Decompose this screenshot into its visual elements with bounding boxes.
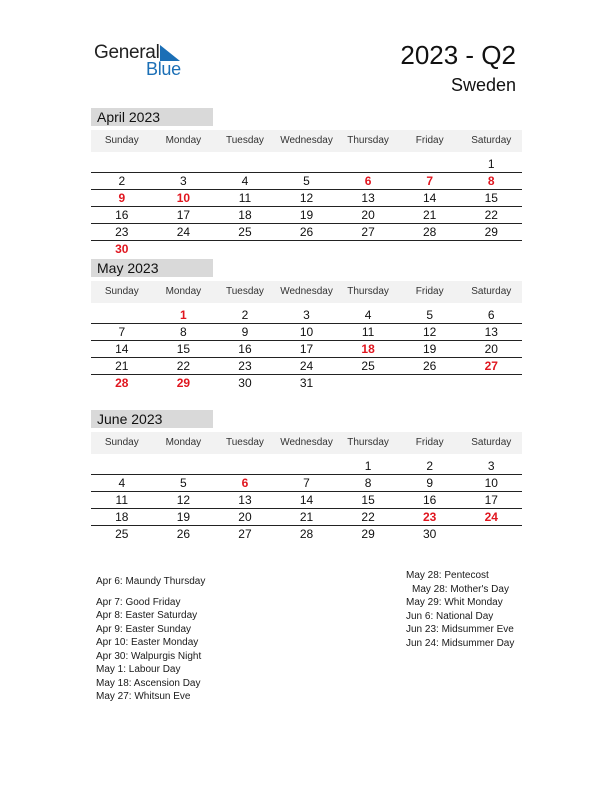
week-row (91, 526, 522, 542)
week-row (91, 324, 522, 341)
day-cell: 24 (176, 225, 191, 239)
day-cell: 17 (176, 208, 191, 222)
empty-day-cell (91, 458, 153, 474)
day-cell: 31 (299, 376, 314, 390)
day-cell: 30 (238, 376, 252, 390)
day-cell: 13 (361, 191, 375, 205)
day-cell: 21 (299, 510, 314, 524)
day-cell: 13 (484, 325, 498, 339)
day-cell: 29 (484, 225, 498, 239)
empty-day-cell (337, 156, 399, 172)
weekday-header (91, 281, 522, 303)
weekday-label: Tuesday (225, 135, 264, 146)
holiday-list-right (406, 569, 514, 650)
day-cell: 22 (176, 359, 191, 373)
weekday-label: Sunday (104, 437, 139, 448)
week-row (91, 207, 522, 224)
day-cell: 20 (238, 510, 252, 524)
month-label: April 2023 (91, 108, 213, 126)
weekday-label: Thursday (347, 135, 389, 146)
week-row (91, 190, 522, 207)
weekday-label: Monday (165, 437, 202, 448)
day-cell: 25 (238, 225, 252, 239)
empty-day-cell (399, 156, 461, 172)
holiday-item: May 1: Labour Day (96, 664, 181, 675)
day-cell: 30 (423, 527, 437, 541)
weekday-label: Saturday (471, 286, 512, 297)
day-cell: 23 (115, 225, 129, 239)
weekday-header (91, 432, 522, 454)
day-cell: 27 (484, 359, 498, 373)
day-cell: 23 (238, 359, 252, 373)
day-cell: 21 (423, 208, 437, 222)
holiday-list-left (96, 575, 205, 704)
day-cell: 7 (118, 325, 126, 339)
holiday-item: Apr 6: Maundy Thursday (96, 576, 206, 587)
logo-blue-text: Blue (146, 59, 181, 79)
month-april (91, 108, 522, 257)
day-cell: 25 (361, 359, 375, 373)
weekday-label: Saturday (471, 135, 512, 146)
week-row (91, 492, 522, 509)
empty-day-cell (153, 241, 215, 257)
day-cell: 4 (241, 174, 249, 188)
day-cell: 4 (364, 308, 372, 322)
day-cell: 1 (364, 459, 372, 473)
weekday-label: Thursday (347, 437, 389, 448)
day-cell: 11 (361, 325, 375, 339)
logo (94, 40, 194, 80)
day-cell: 11 (238, 191, 252, 205)
day-cell: 12 (299, 191, 314, 205)
day-cell: 3 (180, 174, 187, 188)
day-cell: 5 (303, 174, 310, 188)
day-cell: 29 (176, 376, 191, 390)
empty-day-cell (276, 458, 338, 474)
day-cell: 22 (361, 510, 375, 524)
day-cell: 10 (176, 191, 191, 205)
holiday-item: Apr 9: Easter Sunday (96, 623, 192, 635)
day-cell: 30 (115, 242, 129, 256)
day-cell: 12 (176, 493, 191, 507)
weekday-label: Tuesday (225, 437, 264, 448)
day-cell: 5 (180, 476, 187, 490)
day-cell: 20 (484, 342, 498, 356)
week-row (91, 241, 522, 257)
empty-day-cell (214, 241, 276, 257)
week-row (91, 224, 522, 241)
day-cell: 23 (423, 510, 437, 524)
weekday-label: Wednesday (280, 286, 333, 297)
empty-day-cell (91, 307, 153, 323)
day-cell: 20 (361, 208, 375, 222)
week-row (91, 375, 522, 391)
day-cell: 17 (299, 342, 314, 356)
day-cell: 17 (484, 493, 498, 507)
day-cell: 14 (299, 493, 314, 507)
weekday-header (91, 130, 522, 152)
day-cell: 7 (426, 174, 434, 188)
holiday-item: Jun 24: Midsummer Day (406, 637, 515, 649)
weekday-label: Tuesday (225, 286, 264, 297)
month-label: May 2023 (91, 259, 213, 277)
day-cell: 1 (487, 157, 495, 171)
day-cell: 13 (238, 493, 252, 507)
holiday-item: Apr 8: Easter Saturday (96, 610, 198, 621)
weekday-label: Monday (165, 135, 202, 146)
holiday-item: Jun 23: Midsummer Eve (406, 624, 514, 635)
day-cell: 28 (115, 376, 129, 390)
day-cell: 6 (241, 476, 249, 490)
weekday-label: Thursday (347, 286, 389, 297)
day-cell: 18 (115, 510, 129, 524)
empty-day-cell (214, 156, 276, 172)
holiday-item: May 27: Whitsun Eve (96, 691, 191, 702)
holiday-item: Apr 10: Easter Monday (96, 637, 199, 648)
day-cell: 6 (364, 174, 372, 188)
week-row (91, 156, 522, 173)
day-cell: 19 (299, 208, 314, 222)
empty-day-cell (337, 375, 399, 391)
weekday-label: Sunday (104, 286, 139, 297)
day-cell: 16 (115, 208, 129, 222)
empty-day-cell (460, 526, 522, 542)
day-cell: 2 (118, 174, 126, 188)
day-cell: 27 (361, 225, 375, 239)
day-cell: 15 (484, 191, 498, 205)
month-label: June 2023 (91, 410, 213, 428)
week-row (91, 341, 522, 358)
day-cell: 9 (426, 476, 434, 490)
day-cell: 25 (115, 527, 129, 541)
weekday-label: Friday (415, 286, 444, 297)
day-cell: 21 (115, 359, 129, 373)
empty-day-cell (276, 156, 338, 172)
day-cell: 16 (423, 493, 437, 507)
weekday-label: Wednesday (280, 135, 333, 146)
empty-day-cell (276, 241, 338, 257)
empty-day-cell (399, 375, 461, 391)
week-row (91, 358, 522, 375)
holiday-item: Apr 30: Walpurgis Night (96, 650, 202, 662)
month-may (91, 259, 522, 391)
empty-day-cell (337, 241, 399, 257)
day-cell: 9 (241, 325, 249, 339)
day-cell: 3 (487, 459, 495, 473)
holiday-item: May 28: Mother's Day (412, 583, 509, 595)
empty-day-cell (460, 241, 522, 257)
weekday-label: Monday (165, 286, 202, 297)
holiday-item: Apr 7: Good Friday (96, 596, 181, 608)
page-title: 2023 - Q2 (400, 40, 516, 70)
week-row (91, 458, 522, 475)
week-row (91, 307, 522, 324)
weekday-label: Friday (415, 135, 444, 146)
day-cell: 15 (176, 342, 191, 356)
day-cell: 2 (426, 459, 434, 473)
day-cell: 8 (180, 325, 187, 339)
week-row (91, 509, 522, 526)
day-cell: 2 (241, 308, 249, 322)
day-cell: 18 (238, 208, 252, 222)
empty-day-cell (91, 156, 153, 172)
day-cell: 28 (423, 225, 437, 239)
day-cell: 26 (299, 225, 314, 239)
day-cell: 26 (176, 527, 191, 541)
country-name: Sweden (450, 75, 516, 95)
day-cell: 24 (299, 359, 314, 373)
day-cell: 29 (361, 527, 375, 541)
day-cell: 18 (361, 342, 375, 356)
day-cell: 1 (180, 308, 187, 322)
day-cell: 26 (423, 359, 437, 373)
day-cell: 4 (118, 476, 126, 490)
day-cell: 10 (299, 325, 314, 339)
day-cell: 22 (484, 208, 498, 222)
day-cell: 3 (303, 308, 310, 322)
day-cell: 19 (176, 510, 191, 524)
empty-day-cell (214, 458, 276, 474)
day-cell: 24 (484, 510, 498, 524)
day-cell: 8 (364, 476, 372, 490)
holiday-item: Jun 6: National Day (406, 610, 494, 622)
day-cell: 10 (484, 476, 498, 490)
day-cell: 7 (303, 476, 310, 490)
day-cell: 14 (423, 191, 437, 205)
day-cell: 28 (299, 527, 314, 541)
month-june (91, 410, 522, 542)
weekday-label: Sunday (104, 135, 139, 146)
day-cell: 14 (115, 342, 129, 356)
day-cell: 15 (361, 493, 375, 507)
day-cell: 27 (238, 527, 252, 541)
week-row (91, 173, 522, 190)
empty-day-cell (460, 375, 522, 391)
day-cell: 11 (115, 493, 129, 507)
day-cell: 6 (487, 308, 495, 322)
weekday-label: Wednesday (280, 437, 333, 448)
day-cell: 16 (238, 342, 252, 356)
weekday-label: Saturday (471, 437, 512, 448)
empty-day-cell (153, 458, 215, 474)
holiday-item: May 18: Ascension Day (96, 677, 201, 689)
holiday-item: May 28: Pentecost (406, 570, 489, 581)
day-cell: 9 (118, 191, 126, 205)
empty-day-cell (399, 241, 461, 257)
day-cell: 5 (426, 308, 434, 322)
weekday-label: Friday (415, 437, 444, 448)
logo-general-text: General (94, 42, 160, 63)
day-cell: 12 (423, 325, 437, 339)
week-row (91, 475, 522, 492)
day-cell: 19 (423, 342, 437, 356)
empty-day-cell (153, 156, 215, 172)
day-cell: 8 (487, 174, 495, 188)
holiday-item: May 29: Whit Monday (406, 597, 503, 608)
